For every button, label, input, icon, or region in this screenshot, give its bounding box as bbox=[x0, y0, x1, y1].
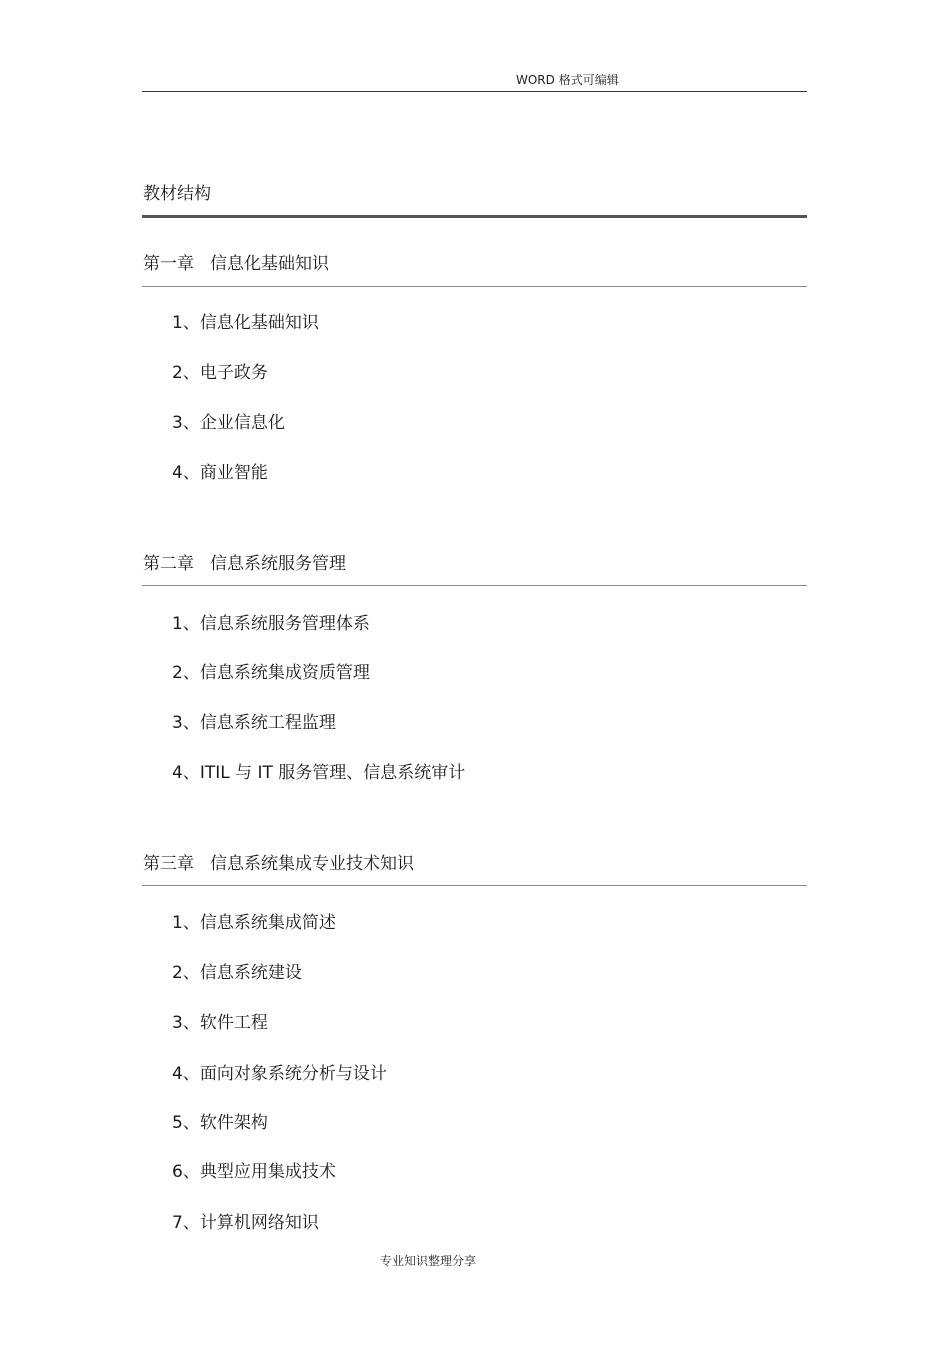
list-item: 2、信息系统建设 bbox=[172, 963, 302, 983]
chapter-name: 信息系统服务管理 bbox=[210, 554, 346, 574]
list-item: 1、信息系统服务管理体系 bbox=[172, 614, 370, 634]
list-item: 2、信息系统集成资质管理 bbox=[172, 663, 370, 683]
chapter-name: 信息化基础知识 bbox=[210, 254, 329, 274]
chapter-heading bbox=[143, 849, 414, 874]
list-item: 5、软件架构 bbox=[172, 1113, 268, 1133]
chapter-rule bbox=[142, 885, 807, 886]
chapter-number: 第三章 bbox=[143, 854, 194, 874]
document-title: 教材结构 bbox=[143, 184, 211, 204]
list-item: 4、ITIL 与 IT 服务管理、信息系统审计 bbox=[172, 763, 466, 783]
header-rule bbox=[142, 91, 807, 92]
header-text: WORD 格式可编辑 bbox=[516, 73, 619, 87]
title-rule bbox=[142, 215, 807, 218]
list-item: 4、面向对象系统分析与设计 bbox=[172, 1064, 387, 1084]
list-item: 4、商业智能 bbox=[172, 463, 268, 483]
page-footer: 专业知识整理分享 bbox=[380, 1254, 477, 1268]
list-item: 1、信息化基础知识 bbox=[172, 313, 319, 333]
list-item: 2、电子政务 bbox=[172, 363, 268, 383]
list-item: 3、软件工程 bbox=[172, 1013, 268, 1033]
chapter-heading bbox=[143, 249, 329, 274]
chapter-heading bbox=[143, 549, 346, 574]
list-item: 3、企业信息化 bbox=[172, 413, 285, 433]
list-item: 3、信息系统工程监理 bbox=[172, 713, 336, 733]
chapter-number: 第二章 bbox=[143, 554, 194, 574]
list-item: 7、计算机网络知识 bbox=[172, 1213, 319, 1233]
list-item: 6、典型应用集成技术 bbox=[172, 1162, 336, 1182]
chapter-number: 第一章 bbox=[143, 254, 194, 274]
chapter-name: 信息系统集成专业技术知识 bbox=[210, 854, 414, 874]
chapter-rule bbox=[142, 286, 807, 287]
list-item: 1、信息系统集成简述 bbox=[172, 913, 336, 933]
chapter-rule bbox=[142, 585, 807, 586]
